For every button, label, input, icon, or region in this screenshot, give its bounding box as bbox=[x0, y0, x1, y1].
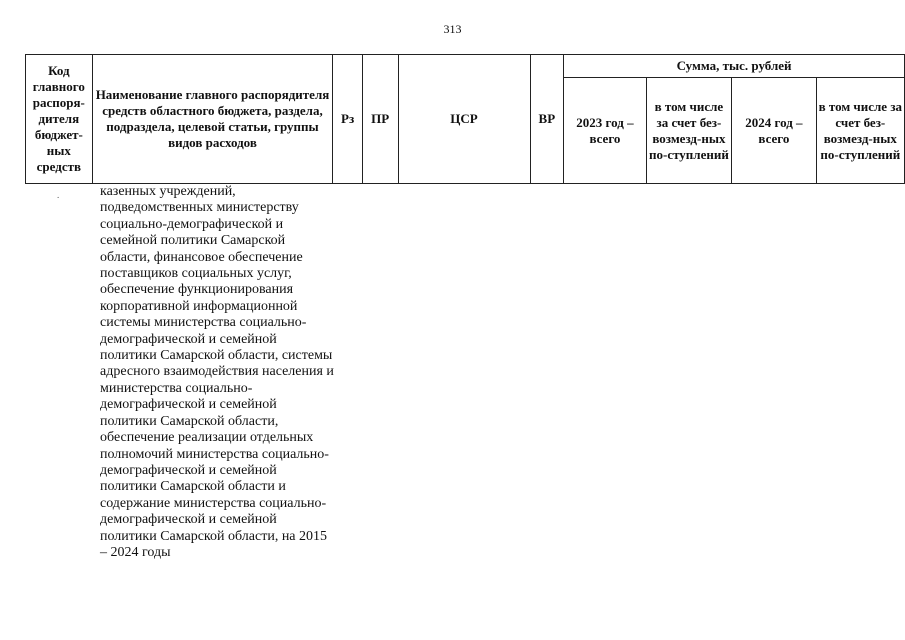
header-2024-total: 2024 год – всего bbox=[732, 78, 817, 184]
header-pr: ПР bbox=[362, 55, 398, 184]
page-number: 313 bbox=[443, 22, 462, 36]
row-description: казенных учреждений, подведомственных министерству социально-демографической и семейной политики Самарской области, финансовое обеспечение поставщиков социальных услуг, обеспечение функционирования корпоративной информационной системы министерства социально-демографической и семейной политики Самарской области, системы адресного взаимодействия населения и министерства социально-демографической и семейной политики Самарской области, обеспечение реализации отдельных полномочий министерства социально-демографической и семейной политики Самарской области и содержание министерства социально-демографической и семейной политики Самарской области, на 2015 – 2024 годы bbox=[100, 184, 334, 560]
header-sum-group: Сумма, тыс. рублей bbox=[564, 55, 905, 78]
header-name: Наименование главного распорядителя средств областного бюджета, раздела, подраздела, целевой статьи, группы видов расходов bbox=[92, 55, 333, 184]
header-rz: Рз bbox=[333, 55, 363, 184]
header-2023-total: 2023 год – всего bbox=[564, 78, 647, 184]
header-code: Код главного распоря-дителя бюджет-ных средств bbox=[26, 55, 93, 184]
budget-table-header bbox=[25, 54, 905, 184]
header-2024-free: в том числе за счет без-возмезд-ных по-ступлений bbox=[816, 78, 904, 184]
header-csr: ЦСР bbox=[398, 55, 530, 184]
header-2023-free: в том числе за счет без-возмезд-ных по-ступлений bbox=[646, 78, 731, 184]
stray-mark: . bbox=[57, 190, 60, 200]
header-vr: ВР bbox=[530, 55, 564, 184]
